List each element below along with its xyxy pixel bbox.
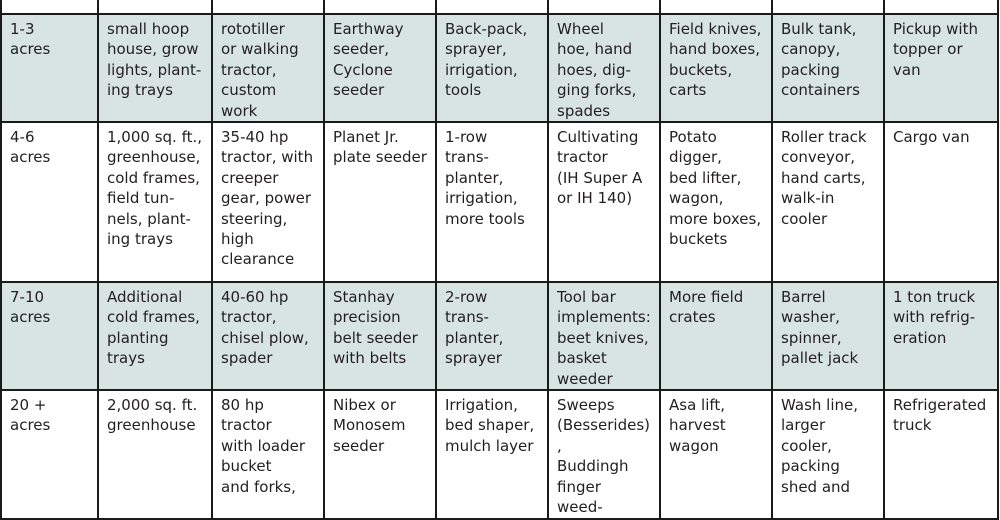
table-row xyxy=(1,122,998,282)
table-cell: Back-pack, sprayer, irrigation, tools xyxy=(436,14,548,122)
table-cell: Wheel hoe, hand hoes, dig- ging forks, spades xyxy=(548,14,660,122)
table-cell: Irrigation, bed shaper, mulch layer xyxy=(436,390,548,518)
table-row xyxy=(1,14,998,122)
table-cell: More field crates xyxy=(660,282,772,390)
table-cell: Asa lift, harvest wagon xyxy=(660,390,772,518)
table-cell: 1,000 sq. ft., greenhouse, cold frames, field tun- nels, plant- ing trays xyxy=(98,122,212,282)
table-cell: 2,000 sq. ft. greenhouse xyxy=(98,390,212,518)
farm-size-cell: 1-3 acres xyxy=(1,14,98,122)
table-cell: Stanhay precision belt seeder with belts xyxy=(324,282,436,390)
table-cell: Refrigerated truck xyxy=(884,390,998,518)
header-row-stub xyxy=(1,0,998,14)
table-cell: Roller track conveyor, hand carts, walk-in cooler xyxy=(772,122,884,282)
farm-size-cell: 20 + acres xyxy=(1,390,98,518)
table-cell: Tool bar implements: beet knives, basket weeder xyxy=(548,282,660,390)
table-row xyxy=(1,390,998,518)
table-cell: Earthway seeder, Cyclone seeder xyxy=(324,14,436,122)
table-cell: Cargo van xyxy=(884,122,998,282)
table-cell: 40-60 hp tractor, chisel plow, spader xyxy=(212,282,324,390)
table-cell: Sweeps (Besserides), Buddingh finger weed- xyxy=(548,390,660,518)
table-cell: 2-row trans- planter, sprayer xyxy=(436,282,548,390)
table-cell: Cultivating tractor (IH Super A or IH 140) xyxy=(548,122,660,282)
table-cell: Potato digger, bed lifter, wagon, more boxes, buckets xyxy=(660,122,772,282)
farm-size-cell: 7-10 acres xyxy=(1,282,98,390)
table-row xyxy=(1,282,998,390)
table-cell: small hoop house, grow lights, plant- ing trays xyxy=(98,14,212,122)
table-cell: rototiller or walking tractor, custom work xyxy=(212,14,324,122)
table-cell: Nibex or Monosem seeder xyxy=(324,390,436,518)
table-cell: 80 hp tractor with loader bucket and forks, xyxy=(212,390,324,518)
table-cell: Wash line, larger cooler, packing shed and xyxy=(772,390,884,518)
table-cell: Bulk tank, canopy, packing containers xyxy=(772,14,884,122)
farm-size-cell: 4-6 acres xyxy=(1,122,98,282)
table-cell: Pickup with topper or van xyxy=(884,14,998,122)
table-cell: 1 ton truck with refrig- eration xyxy=(884,282,998,390)
table-cell: 1-row trans- planter, irrigation, more tools xyxy=(436,122,548,282)
table-cell: Field knives, hand boxes, buckets, carts xyxy=(660,14,772,122)
table-cell: Planet Jr. plate seeder xyxy=(324,122,436,282)
table-cell: Barrel washer, spinner, pallet jack xyxy=(772,282,884,390)
table-cell: Additional cold frames, planting trays xyxy=(98,282,212,390)
table-cell: 35-40 hp tractor, with creeper gear, power steering, high clearance xyxy=(212,122,324,282)
